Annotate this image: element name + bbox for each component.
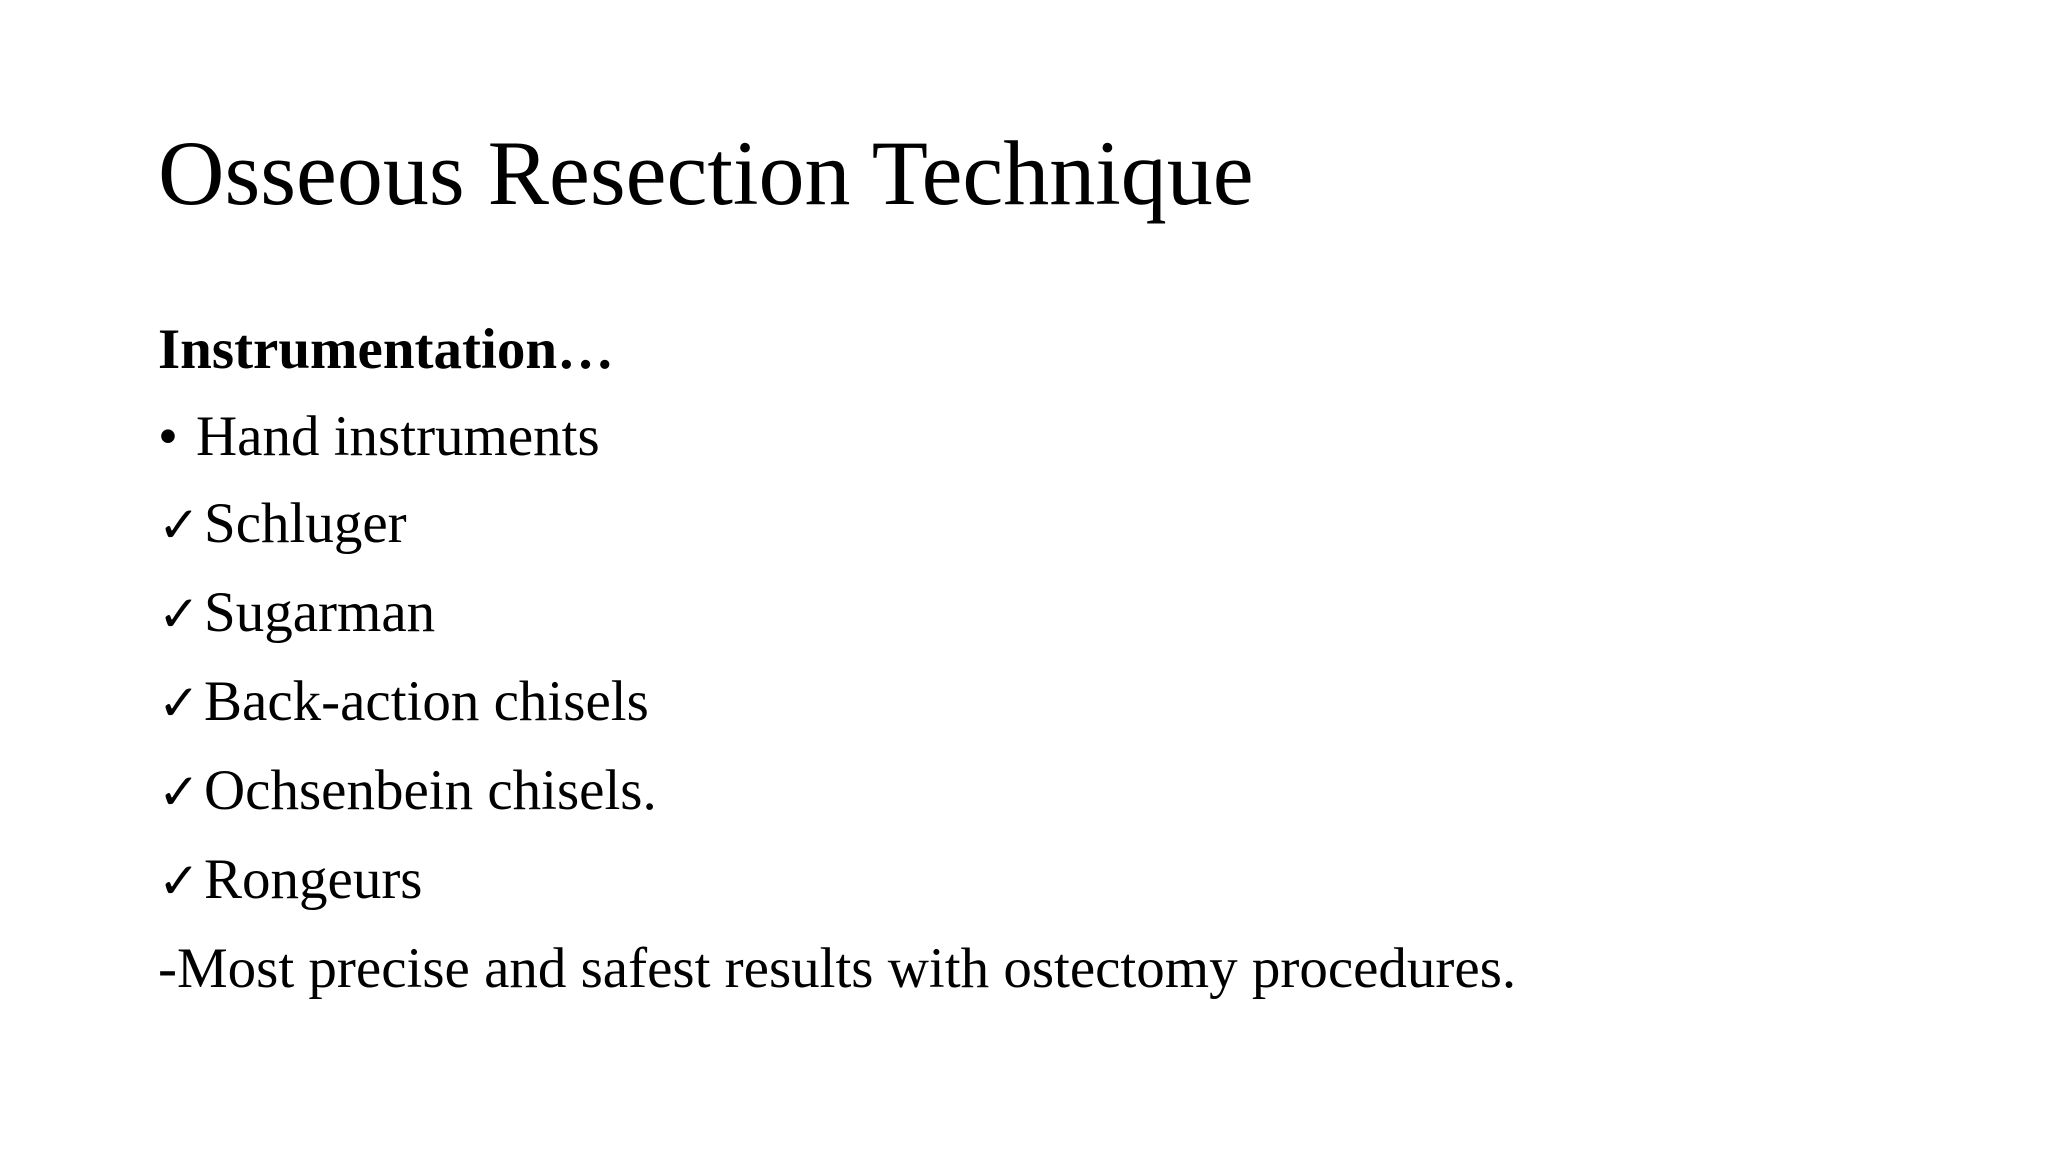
slide-body xyxy=(158,306,1958,1012)
check-item-schluger xyxy=(158,480,1958,569)
check-item-ochsenbein-chisels xyxy=(158,747,1958,836)
bullet-item-hand-instruments xyxy=(158,393,1958,480)
slide-title: Osseous Resection Technique xyxy=(158,122,1254,224)
checkmark-icon: ✓ xyxy=(158,674,200,732)
check-item-text: Ochsenbein chisels. xyxy=(204,759,657,822)
checkmark-icon: ✓ xyxy=(158,763,200,821)
checkmark-icon: ✓ xyxy=(158,852,200,910)
note-text: -Most precise and safest results with ostectomy procedures. xyxy=(158,937,1517,1000)
bullet-marker: • xyxy=(158,405,178,468)
check-item-text: Sugarman xyxy=(204,581,436,644)
checkmark-icon: ✓ xyxy=(158,585,200,643)
check-item-text: Back-action chisels xyxy=(204,670,649,733)
check-item-text: Rongeurs xyxy=(204,848,423,911)
check-item-rongeurs xyxy=(158,836,1958,925)
subheading: Instrumentation… xyxy=(158,318,615,381)
check-item-back-action-chisels xyxy=(158,658,1958,747)
check-item-sugarman xyxy=(158,569,1958,658)
check-item-text: Schluger xyxy=(204,492,407,555)
checkmark-icon: ✓ xyxy=(158,496,200,554)
bullet-text: Hand instruments xyxy=(196,405,600,468)
